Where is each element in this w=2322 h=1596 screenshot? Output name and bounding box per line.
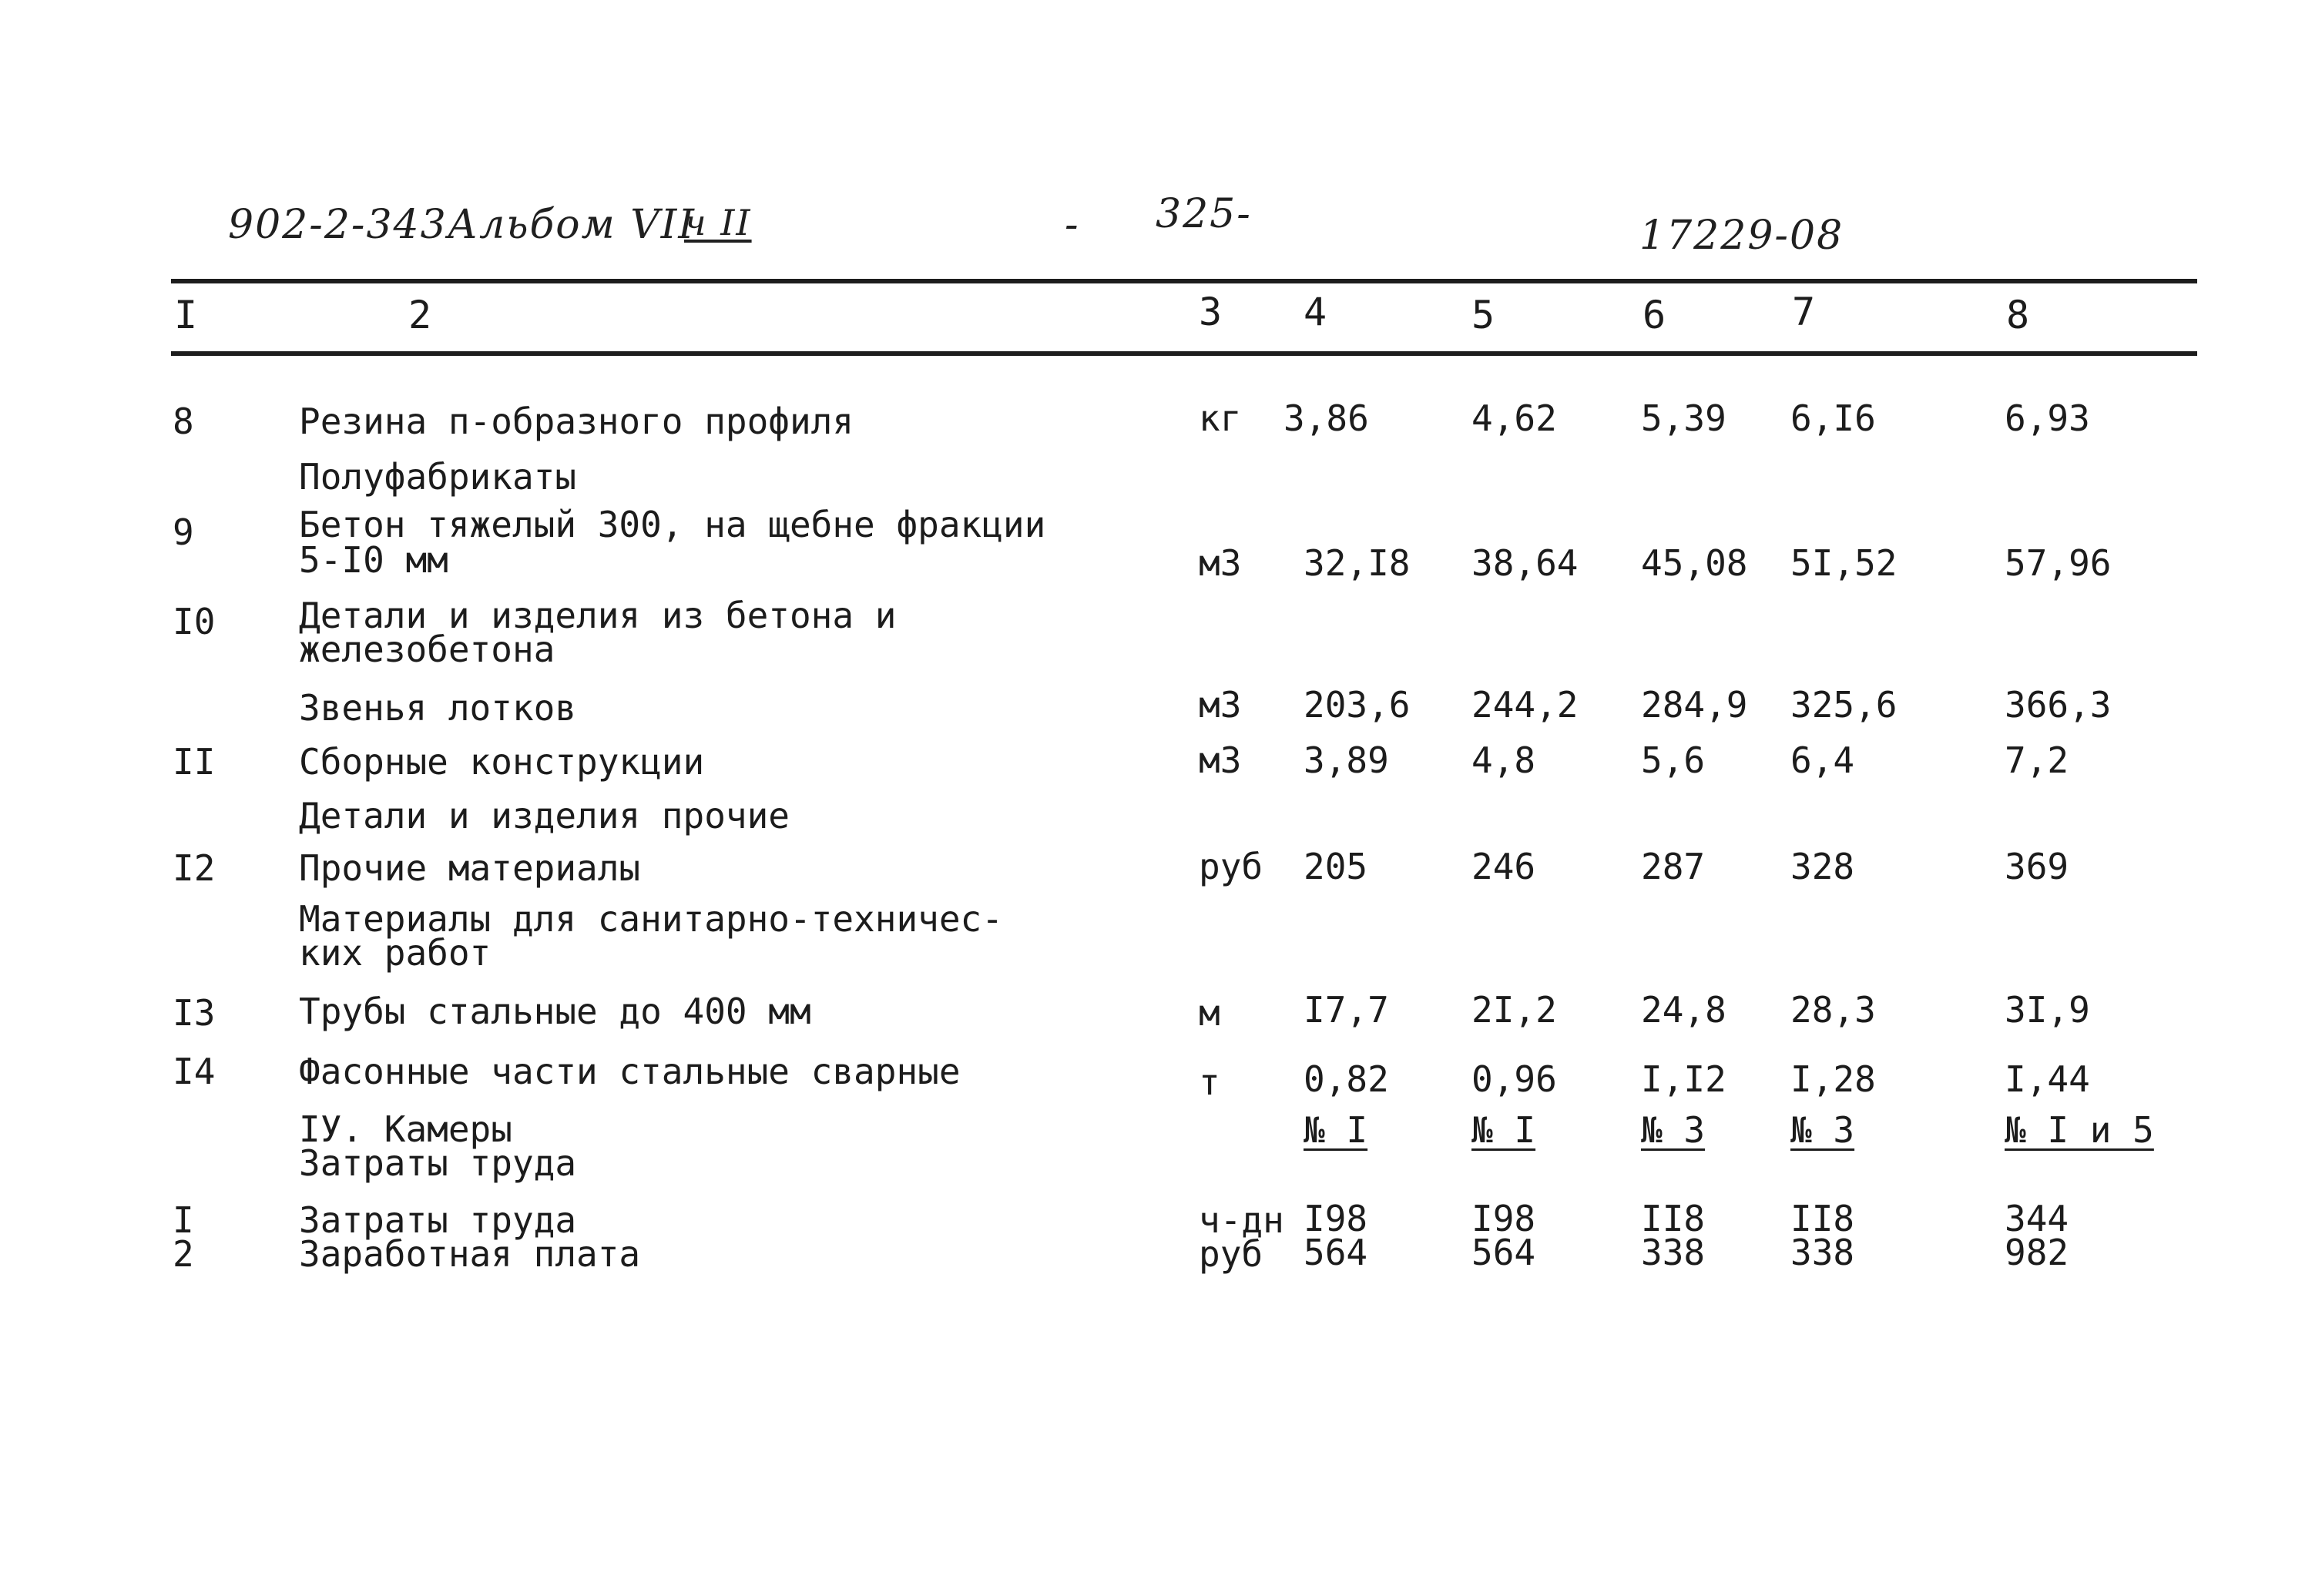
column-header-8: 8 [2006,293,2030,337]
row-unit: м3 [1199,684,1242,726]
row-value-6: 5,6 [1641,739,1706,781]
row-value-5: 38,64 [1471,542,1579,584]
row-value-6: II8 [1641,1198,1706,1239]
row-value-6: 338 [1641,1232,1706,1273]
chamber-number-5: № I [1471,1109,1536,1151]
row-value-8: 366,3 [2005,684,2112,726]
row-value-4: 3,86 [1283,397,1369,439]
row-unit: м3 [1199,739,1242,781]
chamber-number-7: № 3 [1790,1109,1855,1151]
row-value-5: 0,96 [1471,1058,1557,1100]
row-value-7: 28,3 [1790,989,1876,1031]
row-value-5: I98 [1471,1198,1536,1239]
row-unit: кг [1199,397,1242,439]
row-value-4: 0,82 [1304,1058,1389,1100]
row-value-5: 246 [1471,846,1536,887]
doc-code [228,202,696,248]
row-value-8: 369 [2005,846,2069,887]
row-value-8: 57,96 [2005,542,2112,584]
top-rule [171,279,2197,283]
row-value-4: 32,I8 [1304,542,1411,584]
chamber-number-4: № I [1304,1109,1368,1151]
row-value-7: I,28 [1790,1058,1876,1100]
row-value-5: 564 [1471,1232,1536,1273]
row-value-6: I,I2 [1641,1058,1726,1100]
row-number: 9 [173,511,194,553]
part-label: ч II [684,202,752,243]
row-number: I3 [173,992,216,1034]
inventory-number: 17229-08 [1639,213,1844,259]
column-header-7: 7 [1792,290,1816,334]
row-name: Резина п-образного профиля [299,401,854,442]
row-number: 8 [173,401,194,442]
column-header-6: 6 [1643,293,1666,337]
header-dash: - [1065,202,1080,248]
row-value-7: 328 [1790,846,1855,887]
row-name: Детали и изделия прочие [299,795,790,837]
row-unit: руб [1199,846,1263,887]
chamber-number-6: № 3 [1641,1109,1706,1151]
row-name: Сборные конструкции [299,741,705,783]
column-header-4: 4 [1304,290,1327,334]
row-unit: т [1199,1061,1220,1103]
row-value-8: 3I,9 [2005,989,2090,1031]
row-value-4: I98 [1304,1198,1368,1239]
column-header-2: 2 [408,293,432,337]
row-name-line-2: ких работ [299,932,492,974]
row-value-4: 203,6 [1304,684,1411,726]
row-value-8: 7,2 [2005,739,2069,781]
row-value-7: 325,6 [1790,684,1898,726]
row-value-7: 338 [1790,1232,1855,1273]
row-value-8: I,44 [2005,1058,2090,1100]
header-bottom-rule [171,351,2197,356]
row-number: I [173,1199,194,1241]
row-value-7: 6,4 [1790,739,1855,781]
row-value-7: 5I,52 [1790,542,1898,584]
row-unit: м3 [1199,542,1242,584]
column-header-5: 5 [1471,293,1495,337]
row-value-4: I7,7 [1304,989,1389,1031]
row-value-4: 564 [1304,1232,1368,1273]
row-value-5: 2I,2 [1471,989,1557,1031]
row-number: I4 [173,1051,216,1092]
album-label: Альбом VII [447,202,696,248]
row-name: Звенья лотков [299,687,577,729]
row-name-line-2: 5-I0 мм [299,539,448,581]
row-value-6: 45,08 [1641,542,1748,584]
row-value-7: II8 [1790,1198,1855,1239]
row-name: Полуфабрикаты [299,456,577,498]
row-name: Прочие материалы [299,847,641,889]
row-name: Затраты труда [299,1199,577,1241]
row-value-8: 6,93 [2005,397,2090,439]
row-name-line-2: железобетона [299,629,555,670]
doc-code-number: 902-2-343 [228,202,448,248]
row-unit: руб [1199,1233,1263,1275]
row-name-line-1: Материалы для санитарно-техничес- [299,898,1003,940]
row-value-5: 244,2 [1471,684,1579,726]
page-number: 325- [1156,191,1252,237]
section-subtitle: Затраты труда [299,1142,577,1184]
section-title: IУ. Камеры [299,1108,512,1150]
row-value-6: 287 [1641,846,1706,887]
row-name-line-1: Детали и изделия из бетона и [299,595,897,636]
row-name-line-1: Бетон тяжелый 300, на щебне фракции [299,504,1046,545]
row-value-6: 284,9 [1641,684,1748,726]
row-value-7: 6,I6 [1790,397,1876,439]
row-value-5: 4,62 [1471,397,1557,439]
row-value-6: 24,8 [1641,989,1726,1031]
row-value-4: 3,89 [1304,739,1389,781]
row-value-6: 5,39 [1641,397,1726,439]
row-number: II [173,741,216,783]
row-unit: ч-дн [1199,1199,1284,1241]
row-value-8: 344 [2005,1198,2069,1239]
row-unit: м [1199,992,1220,1034]
row-name: Фасонные части стальные сварные [299,1051,961,1092]
chamber-number-8: № I и 5 [2005,1109,2154,1151]
row-value-5: 4,8 [1471,739,1536,781]
row-number: I2 [173,847,216,889]
column-header-1: I [174,293,198,337]
row-name: Заработная плата [299,1233,641,1275]
column-header-3: 3 [1199,290,1223,334]
row-value-8: 982 [2005,1232,2069,1273]
row-name: Трубы стальные до 400 мм [299,991,811,1032]
row-number: 2 [173,1233,194,1275]
row-number: I0 [173,601,216,642]
row-value-4: 205 [1304,846,1368,887]
